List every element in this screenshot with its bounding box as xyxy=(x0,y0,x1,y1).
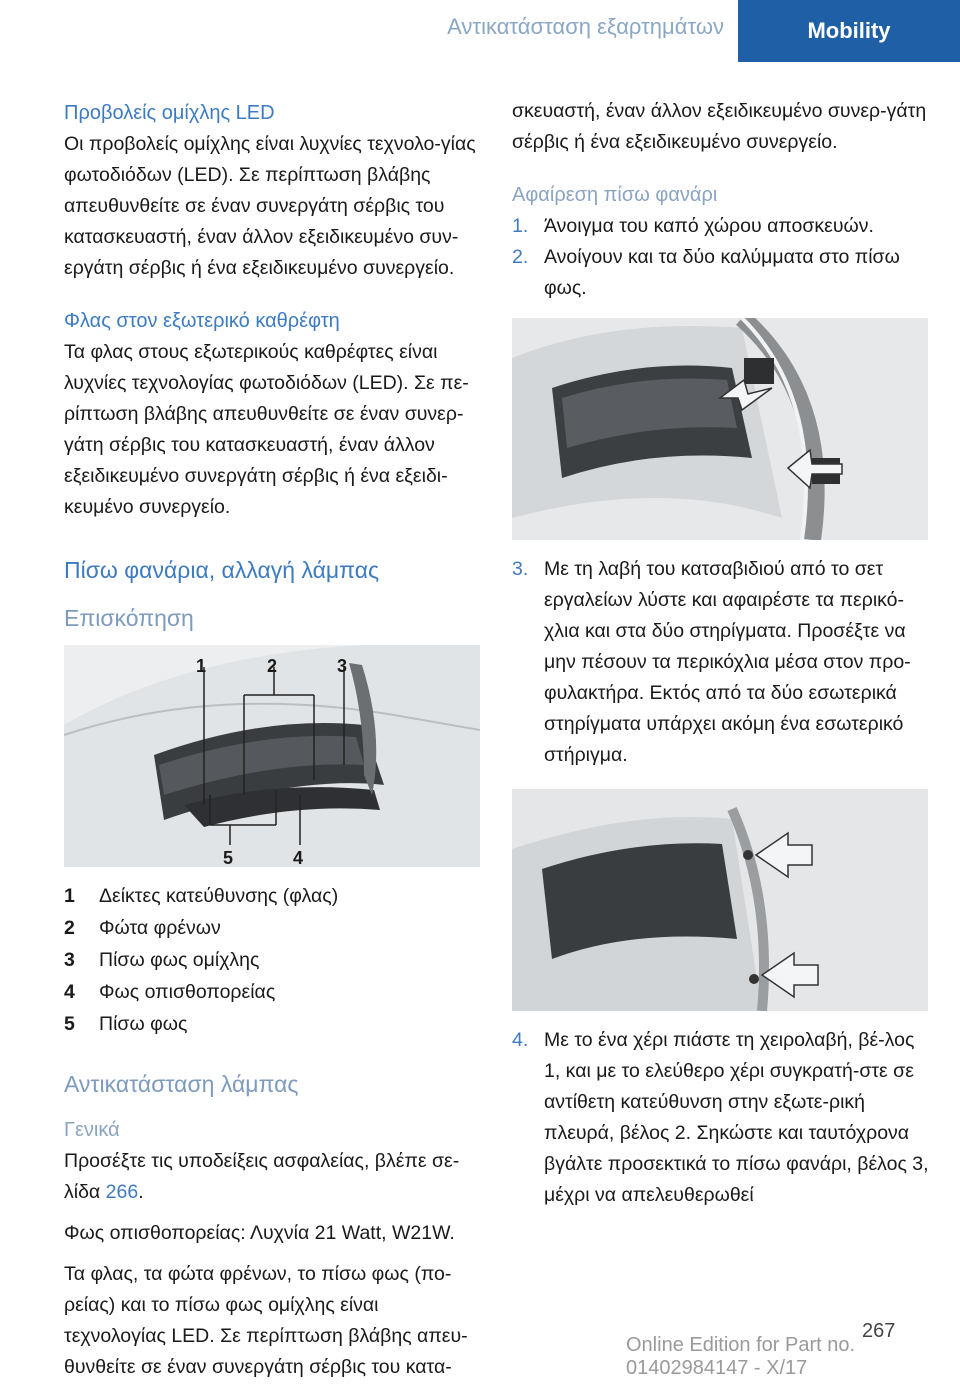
steps-list-c xyxy=(512,1025,932,1211)
callout-4: 4 xyxy=(293,848,304,867)
legend-text: Πίσω φως xyxy=(99,1013,188,1035)
legend-number: 3 xyxy=(64,949,75,971)
figure-open-covers xyxy=(512,318,928,540)
right-column xyxy=(512,96,932,1211)
step-text: Άνοιγμα του καπό χώρου αποσκευών. xyxy=(544,215,874,237)
callout-2: 2 xyxy=(267,656,278,676)
paragraph-fog-led: Οι προβολείς ομίχλης είναι λυχνίες τεχνολο-γίας φωτοδιόδων (LED). Σε περίπτωση βλάβης απευθυνθείτε σε έναν συνεργάτη σέρβις του κατασκευαστή, έναν άλλον εξειδικευμένο συν-εργάτη σέρβις ή ένα εξειδικευμένο συνεργείο. xyxy=(64,133,476,279)
step-item xyxy=(512,1025,932,1211)
figure-remove-nuts xyxy=(512,789,928,1011)
legend-item xyxy=(64,945,484,977)
legend-item xyxy=(64,881,484,913)
step-item xyxy=(512,554,932,771)
step-item xyxy=(512,242,932,304)
legend-number: 1 xyxy=(64,885,75,907)
heading-remove-tail-light: Αφαίρεση πίσω φανάρι xyxy=(512,184,718,206)
callout-5: 5 xyxy=(223,848,234,867)
figure-tail-light-overview xyxy=(64,645,480,867)
nuts-illustration xyxy=(512,789,928,1011)
figure-legend xyxy=(64,881,484,1041)
step-number: 1. xyxy=(512,215,529,237)
legend-text: Δείκτες κατεύθυνσης (φλας) xyxy=(99,885,339,907)
steps-list-a xyxy=(512,211,932,304)
step-text: Ανοίγουν και τα δύο καλύμματα στο πίσω φως. xyxy=(544,246,900,299)
legend-number: 2 xyxy=(64,917,75,939)
heading-rear-lights: Πίσω φανάρια, αλλαγή λάμπας xyxy=(64,557,380,583)
legend-text: Φως οπισθοπορείας xyxy=(99,981,276,1003)
legend-item xyxy=(64,913,484,945)
step-text: Με το ένα χέρι πιάστε τη χειρολαβή, βέ-λος 1, και με το ελεύθερο χέρι συγκρατή-στε σε αντίθετη κατεύθυνση στην εξωτε-ρική πλευρά, βέλος 2. Σηκώστε και ταυτόχρονα βγάλτε προσεκτικά το πίσω φανάρι, βέλος 3, μέχρι να απελευθερωθεί xyxy=(544,1029,929,1206)
heading-fog-led: Προβολείς ομίχλης LED xyxy=(64,102,275,124)
section-title: Αντικατάσταση εξαρτημάτων xyxy=(447,14,724,39)
safety-period: . xyxy=(138,1181,144,1203)
legend-number: 5 xyxy=(64,1013,75,1035)
paragraph-led-lights: Τα φλας, τα φώτα φρένων, το πίσω φως (πο-ρείας) και το πίσω φως ομίχλης είναι τεχνολογίας LED. Σε περίπτωση βλάβης απευ-θυνθείτε σε έναν συνεργάτη σέρβις του κατα- xyxy=(64,1263,468,1378)
callout-3: 3 xyxy=(337,656,348,676)
step-number: 2. xyxy=(512,246,529,268)
legend-text: Πίσω φως ομίχλης xyxy=(99,949,260,971)
footer-edition: Online Edition for Part no. 01402984147 - X/17 xyxy=(626,1334,856,1379)
heading-overview: Επισκόπηση xyxy=(64,605,194,631)
legend-text: Φώτα φρένων xyxy=(99,917,221,939)
legend-number: 4 xyxy=(64,981,75,1003)
paragraph-safety xyxy=(64,1146,484,1208)
covers-illustration xyxy=(512,318,928,540)
heading-general: Γενικά xyxy=(64,1119,120,1141)
paragraph-reverse-light: Φως οπισθοπορείας: Λυχνία 21 Watt, W21W. xyxy=(64,1222,455,1244)
heading-mirror-indicator: Φλας στον εξωτερικό καθρέφτη xyxy=(64,310,340,332)
step-item xyxy=(512,211,932,242)
step-number: 4. xyxy=(512,1029,529,1051)
left-column xyxy=(64,98,484,1393)
callout-1: 1 xyxy=(196,656,207,676)
page-header xyxy=(0,0,960,62)
step-text: Με τη λαβή του κατσαβιδιού από το σετ εργαλείων λύστε και αφαιρέστε τα περικό-χλια και στα δύο στηρίγματα. Προσέξτε να μην πέσουν τα περικόχλια μέσα στον προ-φυλακτήρα. Εκτός από τα δύο εσωτερικά στηρίγματα υπάρχει ακόμη ένα εσωτερικό στήριγμα. xyxy=(544,558,911,766)
step-number: 3. xyxy=(512,558,529,580)
safety-text: Προσέξτε τις υποδείξεις ασφαλείας, βλέπε σε-λίδα xyxy=(64,1150,460,1203)
steps-list-b xyxy=(512,554,932,771)
page-link-266[interactable]: 266 xyxy=(105,1181,139,1203)
paragraph-continued: σκευαστή, έναν άλλον εξειδικευμένο συνερ-γάτη σέρβις ή ένα εξειδικευμένο συνεργείο. xyxy=(512,100,927,153)
paragraph-mirror-indicator: Τα φλας στους εξωτερικούς καθρέφτες είναι λυχνίες τεχνολογίας φωτοδιόδων (LED). Σε πε-ρίπτωση βλάβης απευθυνθείτε σε έναν συνερ-γάτη σέρβις του κατασκευαστή, έναν άλλον εξειδικευμένο συνεργάτη σέρβις ή ένα εξειδι-κευμένο συνεργείο. xyxy=(64,341,469,518)
legend-item xyxy=(64,1009,484,1041)
page-number: 267 xyxy=(862,1320,896,1342)
chapter-tab: Mobility xyxy=(738,0,960,62)
legend-item xyxy=(64,977,484,1009)
heading-replace-bulb: Αντικατάσταση λάμπας xyxy=(64,1071,299,1097)
